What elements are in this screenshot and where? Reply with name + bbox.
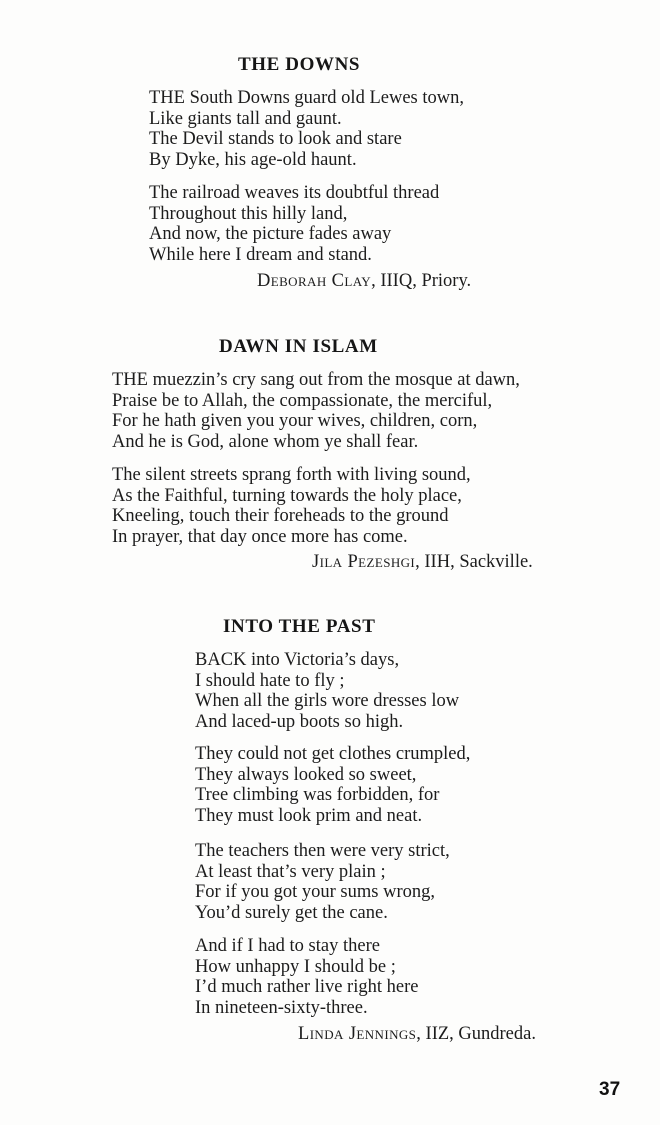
author-name: Deborah Clay (257, 271, 372, 291)
poem-1-stanza-2 (149, 183, 439, 265)
poem-line: THE South Downs guard old Lewes town, (149, 88, 464, 108)
poem-line: For he hath given you your wives, children, corn, (112, 411, 478, 432)
poem-line: The railroad weaves its doubtful thread (149, 183, 440, 203)
poem-line: And he is God, alone whom ye shall fear. (112, 431, 419, 452)
poem-line: When all the girls wore dresses low (195, 691, 460, 712)
poem-line: Praise be to Allah, the compassionate, the merciful, (112, 390, 493, 411)
poem-line: Throughout this hilly land, (149, 203, 348, 224)
author-details: , IIH, Sackville. (415, 552, 533, 572)
poem-3-author (298, 1024, 536, 1045)
poem-line: BACK into Victoria’s days, (195, 650, 400, 670)
poem-2-stanza-2 (112, 465, 471, 547)
poem-3-stanza-2 (195, 744, 470, 826)
poem-line: And laced-up boots so high. (195, 711, 404, 732)
poem-line: At least that’s very plain ; (195, 861, 386, 882)
poem-line: The Devil stands to look and stare (149, 129, 402, 150)
page-number: 37 (599, 1079, 621, 1100)
author-name: Jila Pezeshgi (312, 552, 416, 572)
poem-line: In nineteen-sixty-three. (195, 997, 368, 1018)
poem-line: Tree climbing was forbidden, for (195, 785, 440, 806)
poem-3-stanza-4 (195, 936, 418, 1018)
poem-title-dawn-in-islam: DAWN IN ISLAM (219, 336, 378, 357)
author-name: Linda Jennings (298, 1024, 417, 1044)
poem-line: THE muezzin’s cry sang out from the mosque at dawn, (112, 370, 520, 390)
poem-line: They could not get clothes crumpled, (195, 744, 471, 764)
poem-line: And if I had to stay there (195, 936, 380, 956)
poem-line: I should hate to fly ; (195, 670, 345, 691)
poem-line: By Dyke, his age-old haunt. (149, 149, 357, 170)
poem-line: Like giants tall and gaunt. (149, 108, 342, 129)
poem-3-stanza-1 (195, 650, 459, 732)
poem-line: How unhappy I should be ; (195, 956, 396, 977)
author-details: , IIIQ, Priory. (371, 271, 472, 291)
poem-2-stanza-1 (112, 370, 520, 452)
poem-line: I’d much rather live right here (195, 977, 419, 998)
poem-1-stanza-1 (149, 88, 464, 170)
poem-line: You’d surely get the cane. (195, 902, 388, 923)
author-details: , IIZ, Gundreda. (416, 1024, 536, 1044)
poem-line: The silent streets sprang forth with living sound, (112, 465, 471, 485)
poem-line: And now, the picture fades away (149, 224, 392, 245)
poem-line: For if you got your sums wrong, (195, 882, 435, 903)
poem-title-the-downs: THE DOWNS (238, 54, 361, 75)
poem-2-author (312, 552, 533, 573)
poem-line: While here I dream and stand. (149, 244, 372, 265)
poem-line: The teachers then were very strict, (195, 841, 450, 861)
poem-line: In prayer, that day once more has come. (112, 526, 408, 547)
poem-line: They always looked so sweet, (195, 764, 417, 785)
poem-3-stanza-3 (195, 841, 450, 923)
poem-line: Kneeling, touch their foreheads to the ground (112, 506, 449, 527)
poem-1-author (257, 271, 471, 292)
poem-line: They must look prim and neat. (195, 805, 423, 826)
poem-line: As the Faithful, turning towards the holy place, (112, 485, 462, 506)
poem-title-into-the-past: INTO THE PAST (223, 616, 376, 637)
